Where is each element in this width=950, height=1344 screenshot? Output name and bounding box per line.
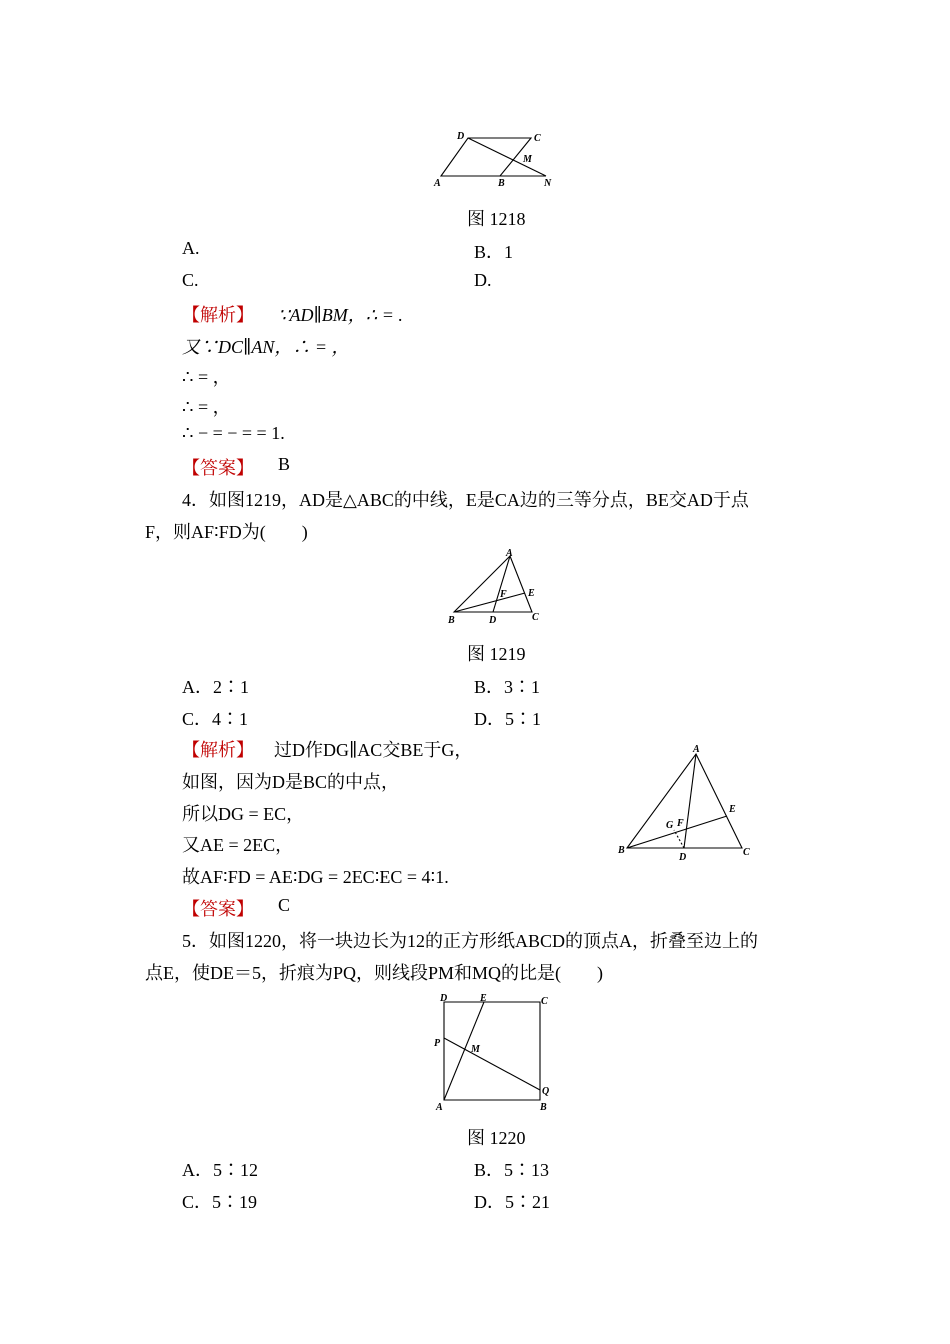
option-a: A．2∶1 bbox=[182, 677, 249, 697]
label-A: A bbox=[506, 548, 513, 559]
analysis-line: 又∵DC∥AN，∴ = ， bbox=[182, 337, 350, 357]
label-G: G bbox=[666, 820, 674, 831]
label-N: N bbox=[544, 178, 552, 189]
label-A: A bbox=[434, 178, 441, 189]
option-b: B．1 bbox=[474, 242, 514, 262]
analysis-line: 过D作DG∥AC交BE于G， bbox=[274, 740, 473, 760]
option-d: D．5∶1 bbox=[474, 709, 541, 729]
label-B: B bbox=[448, 615, 455, 626]
line-be bbox=[454, 593, 525, 612]
label-F: F bbox=[677, 818, 684, 829]
label-D: D bbox=[489, 615, 497, 626]
analysis-line: ∴ − = − = = 1. bbox=[182, 423, 285, 443]
figure-analysis-4 bbox=[612, 740, 757, 864]
analysis-line: 故AF∶FD = AE∶DG = 2EC∶EC = 4∶1. bbox=[182, 867, 449, 887]
label-B: B bbox=[498, 178, 505, 189]
label-C: C bbox=[743, 847, 750, 858]
question-4-stem-cont: F，则AF∶FD为( ) bbox=[145, 522, 308, 542]
option-a: A．5∶12 bbox=[182, 1160, 258, 1180]
triangle-abc bbox=[454, 556, 532, 612]
label-C: C bbox=[534, 133, 541, 144]
option-d: D. bbox=[474, 270, 492, 290]
option-c: C．4∶1 bbox=[182, 709, 249, 729]
label-C: C bbox=[532, 612, 539, 623]
question-4-stem: 4．如图1219，AD是△ABC的中线，E是CA边的三等分点，BE交AD于点 bbox=[182, 490, 749, 510]
square-abcd bbox=[444, 1002, 540, 1100]
figure-1219-caption: 图 1219 bbox=[467, 644, 526, 664]
analysis-tag: 【解析】 bbox=[182, 305, 254, 325]
option-a: A. bbox=[182, 238, 200, 258]
label-P: P bbox=[434, 1038, 441, 1049]
option-c: C. bbox=[182, 270, 199, 290]
label-B: B bbox=[540, 1102, 547, 1113]
triangle-abc bbox=[627, 754, 742, 848]
figure-1219 bbox=[440, 546, 550, 628]
analysis-line: ∴ = ， bbox=[182, 367, 231, 387]
label-B: B bbox=[618, 845, 625, 856]
label-E: E bbox=[480, 993, 487, 1004]
analysis-line: 所以DG = EC， bbox=[182, 804, 305, 824]
figure-1220 bbox=[430, 990, 560, 1116]
figure-1220-caption: 图 1220 bbox=[467, 1128, 526, 1148]
answer-tag: 【答案】 bbox=[182, 458, 254, 478]
label-D: D bbox=[457, 131, 465, 142]
figure-1218 bbox=[428, 126, 563, 192]
label-F: F bbox=[500, 589, 507, 600]
option-d: D．5∶21 bbox=[474, 1192, 550, 1212]
answer-tag: 【答案】 bbox=[182, 899, 254, 919]
answer-value: B bbox=[278, 454, 291, 474]
analysis-line: ∴ = ， bbox=[182, 397, 231, 417]
label-E: E bbox=[729, 804, 736, 815]
option-b: B．3∶1 bbox=[474, 677, 541, 697]
analysis-tag: 【解析】 bbox=[182, 740, 254, 760]
option-c: C．5∶19 bbox=[182, 1192, 258, 1212]
label-E: E bbox=[528, 588, 535, 599]
label-M: M bbox=[523, 154, 532, 165]
analysis-line: ∵AD∥BM，∴ = . bbox=[278, 305, 403, 325]
label-D: D bbox=[679, 852, 687, 863]
label-A: A bbox=[693, 744, 700, 755]
analysis-line: 又AE = 2EC， bbox=[182, 835, 294, 855]
label-Q: Q bbox=[542, 1086, 550, 1097]
option-b: B．5∶13 bbox=[474, 1160, 550, 1180]
dashed-dg bbox=[674, 830, 684, 848]
parallelogram-abcd bbox=[441, 138, 531, 176]
label-D: D bbox=[440, 993, 448, 1004]
question-5-stem: 5．如图1220，将一块边长为12的正方形纸ABCD的顶点A，折叠至边上的 bbox=[182, 931, 759, 951]
analysis-line: 如图，因为D是BC的中点， bbox=[182, 772, 400, 792]
label-M: M bbox=[471, 1044, 480, 1055]
answer-value: C bbox=[278, 895, 291, 915]
figure-1218-caption: 图 1218 bbox=[467, 209, 526, 229]
label-A: A bbox=[436, 1102, 443, 1113]
label-C: C bbox=[541, 996, 548, 1007]
question-5-stem-cont: 点E，使DE＝5，折痕为PQ，则线段PM和MQ的比是( ) bbox=[145, 963, 604, 983]
